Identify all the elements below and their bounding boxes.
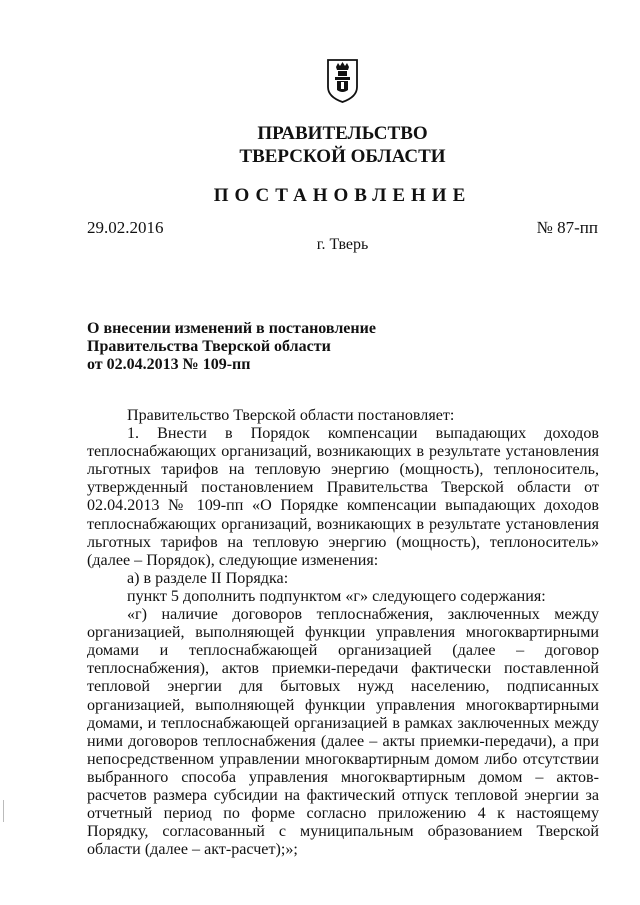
- document-body: [87, 407, 599, 859]
- document-city: г. Тверь: [316, 236, 369, 253]
- government-title: [0, 122, 640, 168]
- body-paragraph: «г) наличие договоров теплоснабжения, заключенных между организацией, выполняющей функции управления многоквартирными домами и теплоснабжающей организацией (далее – договор теплоснабжения), актов приемки-передачи фактически поставленной тепловой энергии для бытовых нужд населению, подписанных организацией, выполняющей функции управления многоквартирными домами, и теплоснабжающей организацией в рамках заключенных между ними договоров теплоснабжения (далее – акты приемки-передачи), а при непосредственном управлении многоквартирным домом либо отсутствии выбранного способа управления многоквартирным домом – актов-расчетов размера субсидии на фактический отпуск тепловой энергии за отчетный период по форме согласно приложению 4 к настоящему Порядку, согласованный с муниципальным образованием Тверской области (далее – акт-расчет);»;: [87, 606, 599, 859]
- scan-margin-mark: [3, 800, 4, 822]
- document-number: № 87-пп: [536, 218, 598, 237]
- body-paragraph: пункт 5 дополнить подпунктом «г» следующего содержания:: [127, 587, 546, 605]
- subject-line: О внесении изменений в постановление: [87, 320, 376, 337]
- region-name: ТВЕРСКОЙ ОБЛАСТИ: [239, 146, 446, 167]
- subject-line: Правительства Тверской области: [87, 338, 331, 355]
- preamble-paragraph: Правительство Тверской области постановляет:: [127, 407, 455, 424]
- body-paragraph: 1. Внести в Порядок компенсации выпадающих доходов теплоснабжающих организаций, возникающих в результате установления льготных тарифов на тепловую энергию (мощность), теплоноситель, утвержденный постановлением Правительства Тверской области от 02.04.2013 № 109-пп «О Порядке компенсации выпадающих доходов теплоснабжающих организаций, возникающих в результате установления льготных тарифов на тепловую энергию (мощность), теплоноситель» (далее – Порядок), следующие изменения:: [87, 425, 599, 569]
- document-type: ПОСТАНОВЛЕНИЕ: [213, 185, 472, 206]
- subject-line: от 02.04.2013 № 109-пп: [87, 356, 251, 373]
- government-name: ПРАВИТЕЛЬСТВО: [257, 123, 428, 144]
- document-subject: [87, 320, 376, 374]
- coat-of-arms-icon: [327, 57, 358, 103]
- document-date: 29.02.2016: [87, 218, 164, 237]
- body-paragraph: а) в разделе II Порядка:: [127, 569, 289, 587]
